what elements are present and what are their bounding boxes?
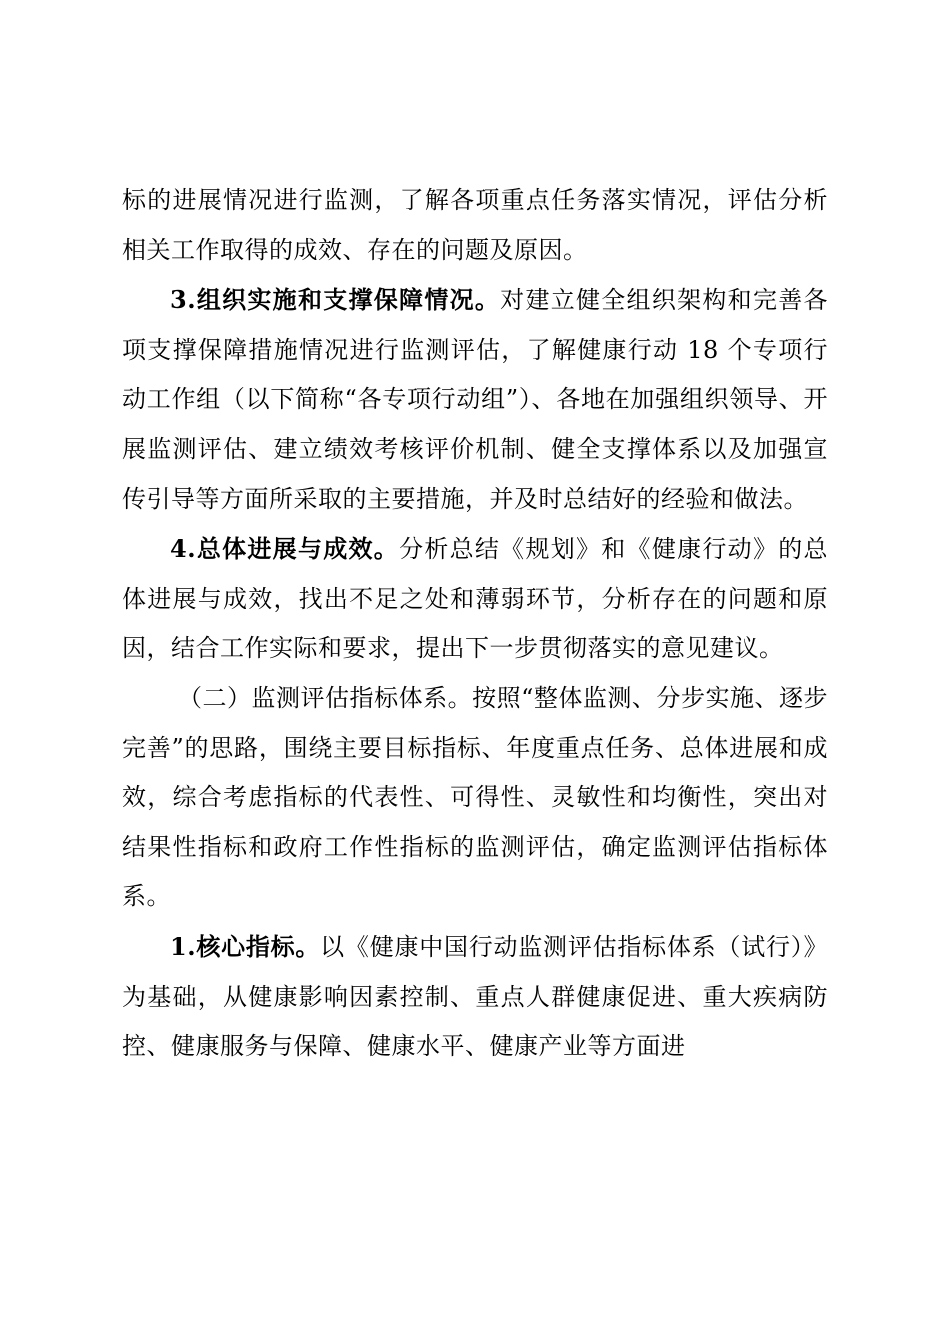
paragraph-text: 以《健康中国行动监测评估指标体系（试行）》为基础，从健康影响因素控制、重点人群健康促进、重大疾病防控、健康服务与保障、健康水平、健康产业等方面进 (122, 932, 828, 1061)
paragraph-core-indicators (122, 922, 828, 1072)
document-body (122, 176, 828, 1072)
section-heading: 1.核心指标。 (170, 931, 321, 961)
section-heading: 4.总体进展与成效。 (170, 534, 400, 564)
paragraph-section-3 (122, 275, 828, 524)
paragraph-text: 对建立健全组织架构和完善各项支撑保障措施情况进行监测评估，了解健康行动 18 个专项行动工作组（以下简称“各专项行动组”）、各地在加强组织领导、开展监测评估、建立绩效考核评价机制、健全支撑体系以及加强宣传引导等方面所采取的主要措施，并及时总结好的经验和做法。 (122, 286, 829, 513)
paragraph-text: 分析总结《规划》和《健康行动》的总体进展与成效，找出不足之处和薄弱环节，分析存在的问题和原因，结合工作实际和要求，提出下一步贯彻落实的意见建议。 (122, 535, 829, 663)
paragraph-indicator-system (122, 674, 828, 922)
section-heading: 3.组织实施和支撑保障情况。 (170, 285, 501, 315)
paragraph-text: 标的进展情况进行监测，了解各项重点任务落实情况，评估分析相关工作取得的成效、存在的问题及原因。 (122, 186, 828, 264)
paragraph-continuation (122, 176, 828, 275)
paragraph-section-4 (122, 524, 828, 674)
paragraph-text: （二）监测评估指标体系。按照“整体监测、分步实施、逐步完善”的思路，围绕主要目标指标、年度重点任务、总体进展和成效，综合考虑指标的代表性、可得性、灵敏性和均衡性，突出对结果性指标和政府工作性指标的监测评估，确定监测评估指标体系。 (122, 683, 828, 911)
